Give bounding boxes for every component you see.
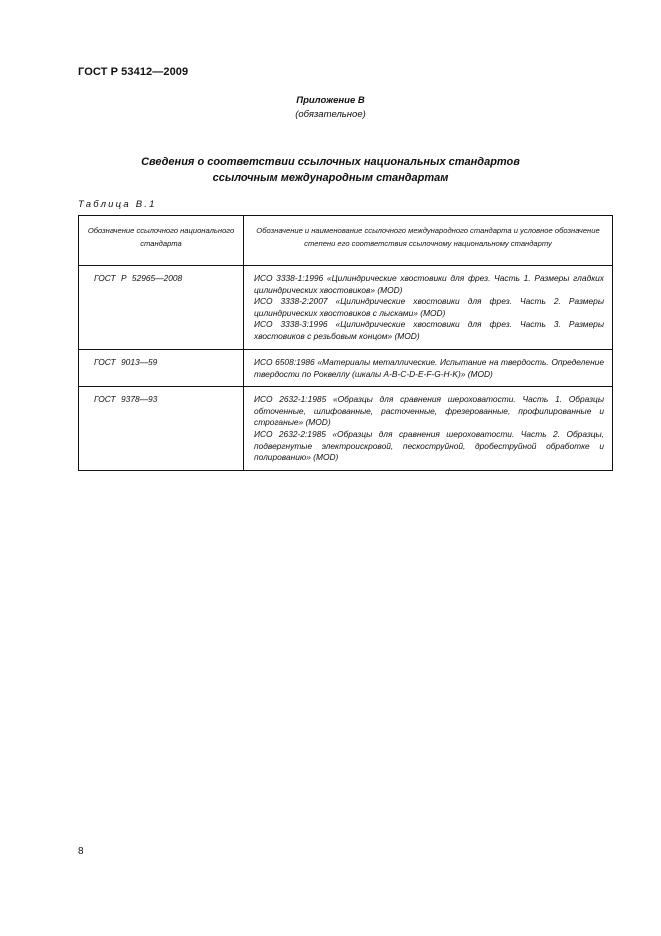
table-row	[79, 266, 613, 350]
table-caption: Таблица В.1	[78, 199, 157, 210]
table-row	[79, 387, 613, 471]
international-standard-entry: ИСО 3338-2:2007 «Цилиндрические хвостовики для фрез. Часть 2. Размеры цилиндрических хвостовиков с лысками» (MOD)	[254, 296, 604, 318]
national-standard-cell: ГОСТ Р 52965—2008	[79, 266, 244, 350]
document-id: ГОСТ Р 53412—2009	[78, 66, 189, 78]
section-title-line-1: Сведения о соответствии ссылочных национальных стандартов	[141, 156, 520, 168]
international-standard-entry: ИСО 2632-1:1985 «Образцы для сравнения шероховатости. Часть 1. Образцы обточенные, шлифованные, расточенные, фрезерованные, профилированные и строганые» (MOD)	[254, 394, 604, 428]
international-standard-entry: ИСО 3338-3:1996 «Цилиндрические хвостовики для фрез. Часть 3. Размеры хвостовиков с резьбовым концом» (MOD)	[254, 319, 604, 341]
annex-status: (обязательное)	[295, 109, 366, 120]
international-standard-cell	[244, 350, 613, 387]
section-title	[0, 154, 661, 186]
column-header-international: Обозначение и наименование ссылочного международного стандарта и условное обозначение степени его соответствия ссылочному национальному стандарту	[244, 216, 613, 266]
table-row	[79, 350, 613, 387]
international-standard-cell	[244, 387, 613, 471]
table-header-row	[79, 216, 613, 266]
national-standard-cell: ГОСТ 9378—93	[79, 387, 244, 471]
standards-correspondence-table	[78, 215, 613, 471]
international-standard-entry: ИСО 3338-1:1996 «Цилиндрические хвостовики для фрез. Часть 1. Размеры гладких цилиндрических хвостовиков» (MOD)	[254, 273, 604, 295]
international-standard-entry: ИСО 2632-2:1985 «Образцы для сравнения шероховатости. Часть 2. Образцы, подвергнутые электроискровой, пескоструйной, дробеструйной обработке и полированию» (MOD)	[254, 428, 604, 463]
national-standard-cell: ГОСТ 9013—59	[79, 350, 244, 387]
section-title-line-2: ссылочным международным стандартам	[212, 172, 449, 184]
international-standard-entry: ИСО 6508:1986 «Материалы металлические. Испытание на твердость. Определение твердости по Роквеллу (шкалы A-B-C-D-E-F-G-H-K)» (MOD)	[254, 357, 604, 379]
page-number: 8	[78, 846, 84, 857]
annex-title: Приложение В	[296, 95, 365, 106]
column-header-national: Обозначение ссылочного национального стандарта	[79, 216, 244, 266]
international-standard-cell	[244, 266, 613, 350]
